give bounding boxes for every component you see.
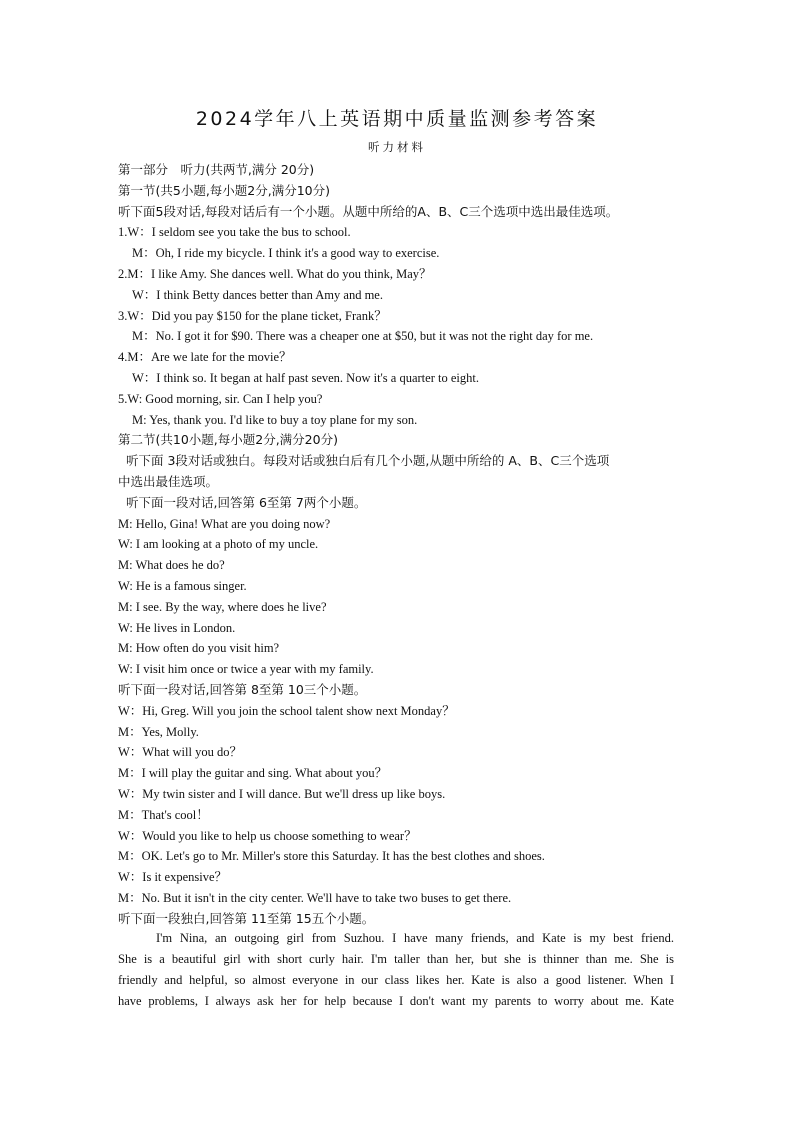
dialogue-line: W：I think so. It began at half past seven. Now it's a quarter to eight. — [132, 370, 479, 385]
paragraph-line: I'm Nina, an outgoing girl from Suzhou. I have many friends, and Kate is my best friend. — [156, 931, 674, 945]
dialogue-line: W：Hi, Greg. Will you join the school talent show next Monday？ — [118, 703, 455, 718]
dialogue-line: M: Hello, Gina! What are you doing now? — [118, 516, 331, 531]
dialogue-line: W：I think Betty dances better than Amy and me. — [132, 287, 383, 302]
paragraph-line: have problems, I always ask her for help because I don't want my parents to worry about me. Kate — [118, 994, 674, 1008]
dialogue-line: M：No. But it isn't in the city center. We'll have to take two buses to get there. — [118, 890, 512, 905]
dialogue-line: 1.W：I seldom see you take the bus to school. — [118, 225, 351, 240]
dialogue-line: M：I will play the guitar and sing. What about you？ — [118, 766, 388, 781]
dialogue-line: W: He lives in London. — [118, 620, 236, 635]
dialogue-line: 5.W: Good morning, sir. Can I help you? — [118, 391, 323, 406]
subsection-heading: 第二节(共10小题,每小题2分,满分20分) — [118, 432, 338, 448]
monologue-paragraph — [118, 928, 674, 1012]
dialogue-line: W：What will you do？ — [118, 745, 242, 760]
dialogue-line: M：No. I got it for $90. There was a cheaper one at $50, but it was not the right day for me. — [132, 329, 594, 344]
dialogue-line: W：Is it expensive？ — [118, 870, 228, 885]
dialogue-line: W: I am looking at a photo of my uncle. — [118, 537, 319, 552]
page-title: 2024学年八上英语期中质量监测参考答案 — [195, 108, 599, 130]
dialogue-line: 3.W：Did you pay $150 for the plane ticket, Frank？ — [118, 308, 387, 323]
dialogue-line: 2.M：I like Amy. She dances well. What do you think, May？ — [118, 266, 432, 281]
instruction-line: 听下面一段对话,回答第 6至第 7两个小题。 — [126, 494, 367, 510]
dialogue-line: M: How often do you visit him? — [118, 641, 280, 656]
dialogue-line: W：My twin sister and I will dance. But we'll dress up like boys. — [118, 786, 446, 801]
instruction-line: 听下面一段独白,回答第 11至第 15五个小题。 — [118, 910, 375, 926]
dialogue-line: M：OK. Let's go to Mr. Miller's store this Saturday. It has the best clothes and shoes. — [118, 849, 545, 864]
dialogue-line: M：Oh, I ride my bicycle. I think it's a good way to exercise. — [132, 246, 440, 261]
paragraph-line: friendly and helpful, so almost everyone in our class likes her. Kate is also a good listener. When I — [118, 973, 674, 987]
instruction-line: 听下面5段对话,每段对话后有一个小题。从题中所给的A、B、C三个选项中选出最佳选项。 — [118, 203, 619, 219]
instruction-line: 中选出最佳选项。 — [118, 473, 219, 489]
section-heading: 第一部分 听力(共两节,满分 20分) — [118, 162, 315, 177]
dialogue-line: W: I visit him once or twice a year with my family. — [118, 662, 374, 677]
dialogue-line: W：Would you like to help us choose something to wear？ — [118, 828, 417, 843]
instruction-line: 听下面一段对话,回答第 8至第 10三个小题。 — [118, 681, 367, 697]
page-subtitle: 听力材料 — [368, 140, 426, 154]
dialogue-line: M: I see. By the way, where does he live? — [118, 599, 327, 614]
dialogue-line: W: He is a famous singer. — [118, 578, 247, 593]
dialogue-line: M: Yes, thank you. I'd like to buy a toy plane for my son. — [132, 412, 418, 427]
instruction-line: 听下面 3段对话或独白。每段对话或独白后有几个小题,从题中所给的 A、B、C三个选项 — [126, 453, 610, 469]
dialogue-line: M: What does he do? — [118, 558, 225, 573]
dialogue-line: M：That's cool！ — [118, 807, 209, 822]
dialogue-line: 4.M：Are we late for the movie？ — [118, 350, 292, 365]
dialogue-line: M：Yes, Molly. — [118, 724, 199, 739]
listening-transcript — [118, 160, 678, 929]
subsection-heading: 第一节(共5小题,每小题2分,满分10分) — [118, 182, 331, 198]
paragraph-line: She is a beautiful girl with short curly hair. I'm taller than her, but she is thinner than me. She is — [118, 952, 674, 966]
